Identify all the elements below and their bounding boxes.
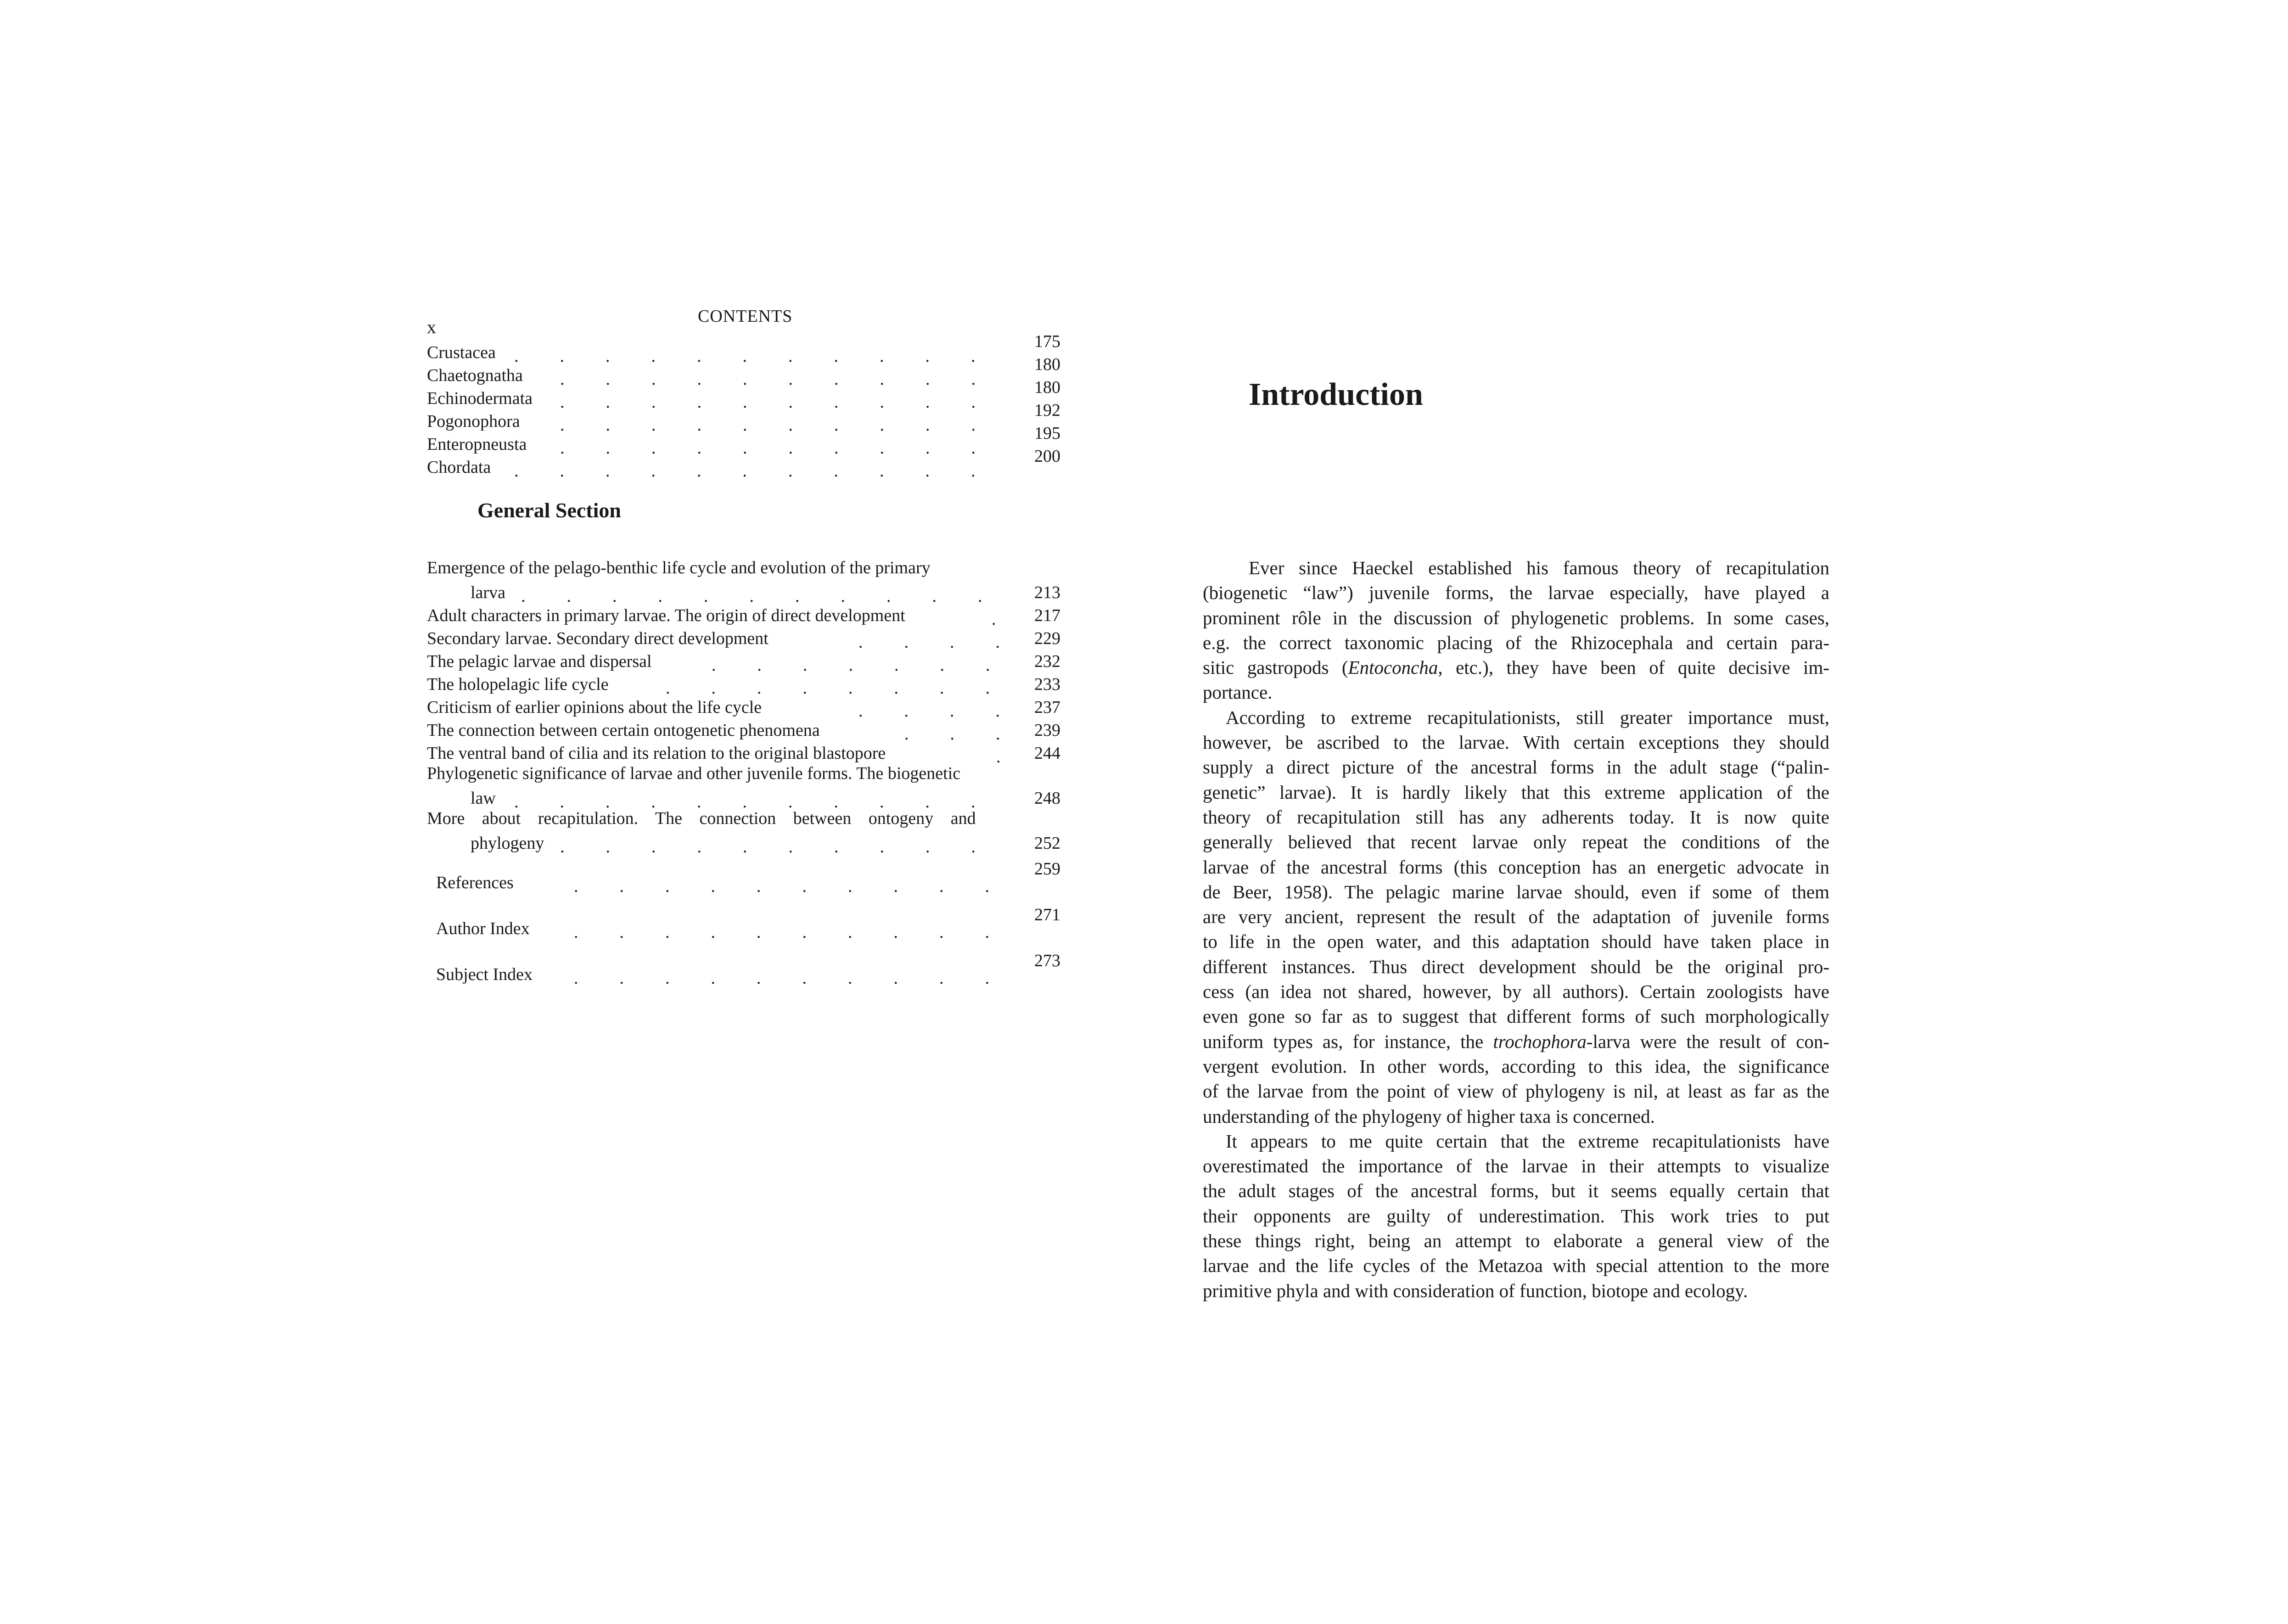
text-line: even gone so far as to suggest that different forms of such morphologically (1203, 1006, 1829, 1027)
text-line: theory of recapitulation still has any adherents today. It is now quite (1203, 806, 1829, 828)
text-line: are very ancient, represent the result of the adaptation of juvenile forms (1203, 906, 1829, 928)
text-line: supply a direct picture of the ancestral forms in the adult stage (“palin- (1203, 756, 1829, 778)
toc-entry-page: 252 (1034, 834, 1060, 853)
toc-entry (427, 603, 1060, 629)
toc-entry (427, 447, 1060, 481)
text-segment-italic: Entoconcha (1348, 657, 1438, 678)
toc-entry-title: The pelagic larvae and dispersal (427, 652, 652, 671)
text-segment: uniform types as, for instance, the (1203, 1030, 1493, 1052)
toc-entry (427, 740, 1060, 767)
text-line: e.g. the correct taxonomic placing of the Rhizocephala and certain para- (1203, 632, 1829, 653)
text-line: de Beer, 1958). The pelagic marine larvae should, even if some of them (1203, 881, 1829, 902)
text-line: generally believed that recent larvae only repeat the conditions of the (1203, 831, 1829, 853)
toc-entry (427, 355, 1060, 389)
leader-dots: .......... (574, 969, 1031, 988)
leader-dots: .... (858, 633, 1041, 652)
text-line: cess (an idea not shared, however, by all authors). Certain zoologists have (1203, 981, 1829, 1002)
toc-entry-title: Chordata (427, 458, 491, 477)
toc-entry-page: 213 (1034, 583, 1060, 602)
toc-entry-page: 200 (1034, 447, 1060, 466)
toc-entry (427, 626, 1060, 652)
text-line: Ever since Haeckel established his famous theory of recapitulation (1249, 557, 1829, 578)
toc-general-list (427, 558, 1060, 857)
toc-entry-page: 232 (1034, 652, 1060, 671)
toc-entry-page: 237 (1034, 698, 1060, 717)
toc-entry-page: 217 (1034, 606, 1060, 625)
leader-dots: .......... (560, 415, 1017, 435)
text-line: vergent evolution. In other words, according to this idea, the significance (1203, 1055, 1829, 1077)
introduction-page (1203, 376, 1836, 1340)
text-line: larvae and the life cycles of the Metazoa with special attention to the more (1203, 1255, 1829, 1277)
leader-dots: .......... (574, 923, 1031, 942)
running-head: CONTENTS (698, 307, 793, 326)
toc-entry-title: law (471, 789, 496, 808)
text-line: prominent rôle in the discussion of phylogenetic problems. In some cases, (1203, 607, 1829, 628)
toc-entry-page: 195 (1034, 424, 1060, 443)
text-line: the adult stages of the ancestral forms, but it seems equally certain that (1203, 1180, 1829, 1202)
text-line: of the larvae from the point of view of phylogeny is nil, at least as far as the (1203, 1081, 1829, 1102)
toc-entry-page: 239 (1034, 721, 1060, 740)
toc-entry-title: Criticism of earlier opinions about the life cycle (427, 698, 762, 717)
toc-entry-title: Adult characters in primary larvae. The origin of direct development (427, 606, 905, 625)
toc-entry-page: 273 (1034, 951, 1060, 970)
text-segment: -larva were the result of con- (1586, 1030, 1830, 1052)
text-segment-italic: trochophora (1493, 1030, 1587, 1052)
toc-entry-page: 244 (1034, 744, 1060, 763)
text-line: however, be ascribed to the larvae. With certain exceptions they should (1203, 732, 1829, 753)
toc-entry (427, 717, 1060, 744)
toc-entry-page: 271 (1034, 905, 1060, 924)
text-line: It appears to me quite certain that the extreme recapitulationists have (1226, 1130, 1829, 1152)
text-line: (biogenetic “law”) juvenile forms, the larvae especially, have played a (1203, 582, 1829, 604)
toc-entry-title: The connection between certain ontogenetic phenomena (427, 721, 820, 740)
toc-entry-title: phylogeny (471, 834, 544, 853)
toc-entry-title: Crustacea (427, 343, 496, 362)
leader-dots: .......... (560, 392, 1017, 412)
toc-entry (427, 672, 1060, 698)
text-line: understanding of the phylogeny of higher taxa is concerned. (1203, 1105, 1655, 1127)
toc-entry-title: larva (471, 583, 505, 602)
text-line: genetic” larvae). It is hardly likely that this extreme application of the (1203, 781, 1829, 803)
section-heading: General Section (477, 498, 621, 522)
leader-dots: . (996, 747, 1042, 767)
text-line: their opponents are guilty of underestimation. This work tries to put (1203, 1205, 1829, 1226)
leader-dots: ........... (514, 461, 1017, 481)
toc-entry-page: 259 (1034, 859, 1060, 879)
toc-entry-title: Pogonophora (427, 412, 520, 431)
leader-dots: . (992, 610, 1037, 629)
toc-entry (427, 893, 1060, 942)
text-line (1203, 1029, 1829, 1054)
toc-entry (427, 847, 1060, 896)
toc-entry-title-line1: Emergence of the pelago-benthic life cycle and evolution of the primary (427, 558, 931, 577)
page-title: Introduction (1249, 377, 1423, 412)
toc-entry-title: The ventral band of cilia and its relation to the original blastopore (427, 744, 886, 763)
leader-dots: ....... (712, 655, 1032, 675)
leader-dots: .... (858, 701, 1041, 721)
toc-entry (427, 763, 1060, 812)
toc-entry-title-line1: Phylogenetic significance of larvae and other juvenile forms. The biogenetic (427, 764, 961, 783)
leader-dots: .......... (560, 837, 1017, 857)
toc-entry-page: 229 (1034, 629, 1060, 648)
text-line: these things right, being an attempt to elaborate a general view of the (1203, 1230, 1829, 1252)
toc-entry-title: Author Index (436, 919, 530, 938)
leader-dots: ........... (521, 587, 1024, 606)
leader-dots: ........ (666, 678, 1031, 698)
page-number: x (427, 317, 436, 337)
toc-entry-title: The holopelagic life cycle (427, 675, 609, 694)
toc-entry-title: Chaetognatha (427, 366, 523, 385)
toc-entry-title-line1: More about recapitulation. The connection between ontogeny and (427, 809, 976, 828)
text-line: According to extreme recapitulationists, still greater importance must, (1226, 706, 1829, 728)
text-line (1203, 655, 1829, 680)
text-line: different instances. Thus direct development should be the original pro- (1203, 956, 1829, 977)
intro-body (1203, 555, 1829, 1303)
text-line: to life in the open water, and this adaptation should have taken place in (1203, 931, 1829, 952)
text-line: primitive phyla and with consideration of function, biotope and ecology. (1203, 1280, 1748, 1301)
toc-entry-title: Echinodermata (427, 389, 533, 408)
text-line: portance. (1203, 682, 1273, 703)
toc-entry (427, 939, 1060, 988)
toc-entry-page: 233 (1034, 675, 1060, 694)
text-line: overestimated the importance of the larvae in their attempts to visualize (1203, 1155, 1829, 1177)
toc-entry-title: Secondary larvae. Secondary direct development (427, 629, 768, 648)
toc-entry-page: 192 (1034, 401, 1060, 420)
toc-entry-page: 248 (1034, 789, 1060, 808)
leader-dots: ........... (514, 792, 1017, 812)
toc-entry-page: 180 (1034, 378, 1060, 397)
toc-top-list (427, 332, 1060, 481)
leader-dots: .......... (560, 370, 1017, 389)
toc-entry (427, 694, 1060, 721)
leader-dots: .......... (560, 438, 1017, 458)
toc-entry-title: Enteropneusta (427, 435, 527, 454)
leader-dots: ........... (514, 347, 1017, 366)
leader-dots: ... (904, 724, 1042, 744)
text-segment: sitic gastropods ( (1203, 657, 1348, 678)
toc-entry-title: References (436, 873, 514, 892)
toc-back-list (427, 847, 1060, 988)
contents-page (427, 301, 1070, 1035)
leader-dots: .......... (574, 877, 1031, 896)
toc-entry-page: 180 (1034, 355, 1060, 374)
toc-entry (427, 558, 1060, 606)
text-segment: , etc.), they have been of quite decisive im- (1438, 657, 1829, 678)
text-line: larvae of the ancestral forms (this conception has an energetic advocate in (1203, 856, 1829, 878)
toc-entry (427, 649, 1060, 675)
toc-entry-page: 175 (1034, 332, 1060, 351)
toc-entry-title: Subject Index (436, 965, 533, 984)
